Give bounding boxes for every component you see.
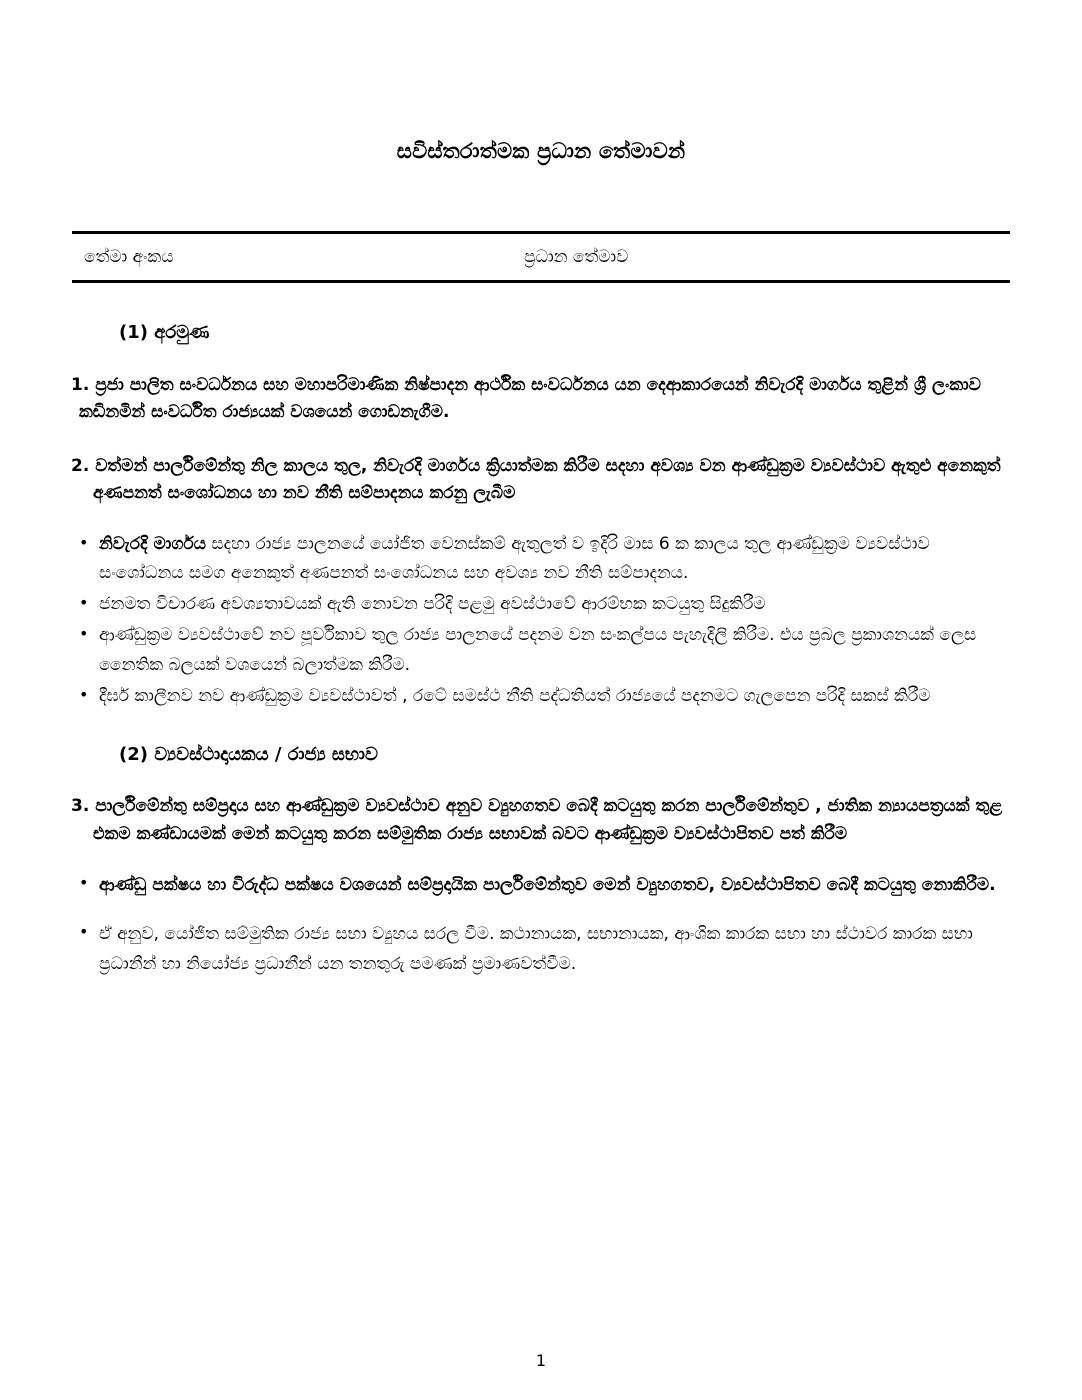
section-heading-2: (2) ව්‍යවස්ථාදායකය / රාජ්‍ය සභාව — [119, 744, 378, 766]
bullet-list-section-2 — [71, 870, 1011, 979]
list-item — [75, 530, 1011, 588]
list-item — [75, 870, 1011, 900]
bullet-text: දීර්ඝ කාලීනව නව ආණ්ඩුක්‍රම ව්‍යවස්ථාවත් , රටේ සමස්ථ නීති පද්ධතියත් රාජ්‍යයේ පදනමට ගැලපෙන පරිදි සකස් කිරීම — [99, 685, 931, 706]
bullet-list-section-1 — [71, 530, 1011, 711]
numbered-paragraph-2: 2. වත්මන් පාර්ලිමේන්තු නිල කාලය තුල, නිවැරදි මාර්ගය ක්‍රියාත්මක කිරීම සදහා අවශ්‍ය වන ආණ්ඩුක්‍රම ව්‍යවස්ථාව ඇතුළු අනෙකුත් අණපනත් සංශෝධනය හා නව නීති සම්පාදනය කරනු ලැබීම — [71, 455, 1001, 504]
page-title: සවිස්තරාත්මක ප්‍රධාන තේමාවන් — [396, 139, 686, 163]
bullet-text: ඒ අනුව, යෝජිත සම්මුතික රාජ්‍ය සභා ව්‍යුහය සරල වීම. කථානායක, සභානායක, ආංශික කාරක සභා හා ස්ථාවර කාරක සභා ප්‍රධානීන් හා නියෝජ්‍ය ප්‍රධානීන් යන තනතුරු පමණක් ප්‍රමාණවත්වීම. — [99, 923, 973, 974]
list-item — [75, 919, 1011, 980]
numbered-paragraph-3: 3. පාර්ලිමේන්තු සම්ප්‍රදාය සහ ආණ්ඩුක්‍රම ව්‍යවස්ථාව අනුව ව්‍යුහගතව බෙදී කටයුතු කරන පාර්ලිමේන්තුව , ජාතික න්‍යායපත්‍රයක් තුළ එකම කණ්ඩායමක් මෙන් කටයුතු කරන සම්මුතික රාජ්‍ය සභාවක් බවට ආණ්ඩුක්‍රම ව්‍යවස්ථාපිතව පත් කිරීම — [71, 796, 1003, 844]
bullet-text: ජනමත විචාරණ අවශ්‍යතාවයක් ඇති නොවන පරිදි පළමු අවස්ථාවේ ආරම්භක කටයුතු සිදුකිරීම — [99, 594, 766, 615]
bullet-text: සදහා රාජ්‍ය පාලනයේ යෝජිත වෙනස්කම් ඇතුලත් ව ඉදිරි මාස 6 ක කාලය තුල ආණ්ඩුක්‍රම ව්‍යවස්ථාව සංශෝධනය සමග අනෙකුත් අණපනත් සංශෝධනය සහ අවශ්‍ය නව නීති සම්පාදනය. — [99, 533, 930, 583]
bullet-text: ආණ්ඩු පක්ෂය හා විරුද්ධ පක්ෂය වශයෙන් සම්ප්‍රදායික පාර්ලිමේන්තුව මෙන් ව්‍යුහගතව, ව්‍යවස්ථාපිතව බෙදී කටයුතු නොකිරීම. — [99, 875, 996, 896]
table-header-row — [72, 234, 1010, 280]
theme-table-header — [72, 231, 1010, 283]
column-header-theme-number: තේමා අංකය — [84, 247, 174, 268]
bullet-text: ආණ්ඩුක්‍රම ව්‍යවස්ථාවේ නව පූර්විකාව තුල රාජ්‍ය පාලනයේ පදනම වන සංකල්පය පැහැදිලි කිරීම. එය ප්‍රබල ප්‍රකාශනයක් ලෙස නෛතික බලයක් වශයෙන් බලාත්මක කිරීම. — [99, 625, 977, 675]
bullet-bold-lead: නිවැරදි මාර්ගය — [99, 533, 206, 554]
page-number: 1 — [535, 1351, 547, 1370]
section-heading-1: (1) අරමුණ — [119, 322, 210, 344]
numbered-paragraph-1: 1. ප්‍රජා පාලිත සංවර්ධනය සහ මහාපරිමාණික නිෂ්පාදන ආර්ථික සංවර්ධනය යන දෙආකාරයෙන් නිවැරදි මාර්ගය තුළින් ශ්‍රී ලංකාව කඩිනමින් සංවර්ධිත රාජ්‍යයක් වශයෙන් ගොඩනැගීම. — [71, 374, 981, 423]
document-body — [71, 283, 1011, 979]
list-item — [75, 682, 1011, 711]
list-item — [75, 621, 1011, 679]
list-item — [75, 590, 1011, 619]
column-header-main-theme: ප්‍රධාන තේමාව — [524, 247, 629, 268]
